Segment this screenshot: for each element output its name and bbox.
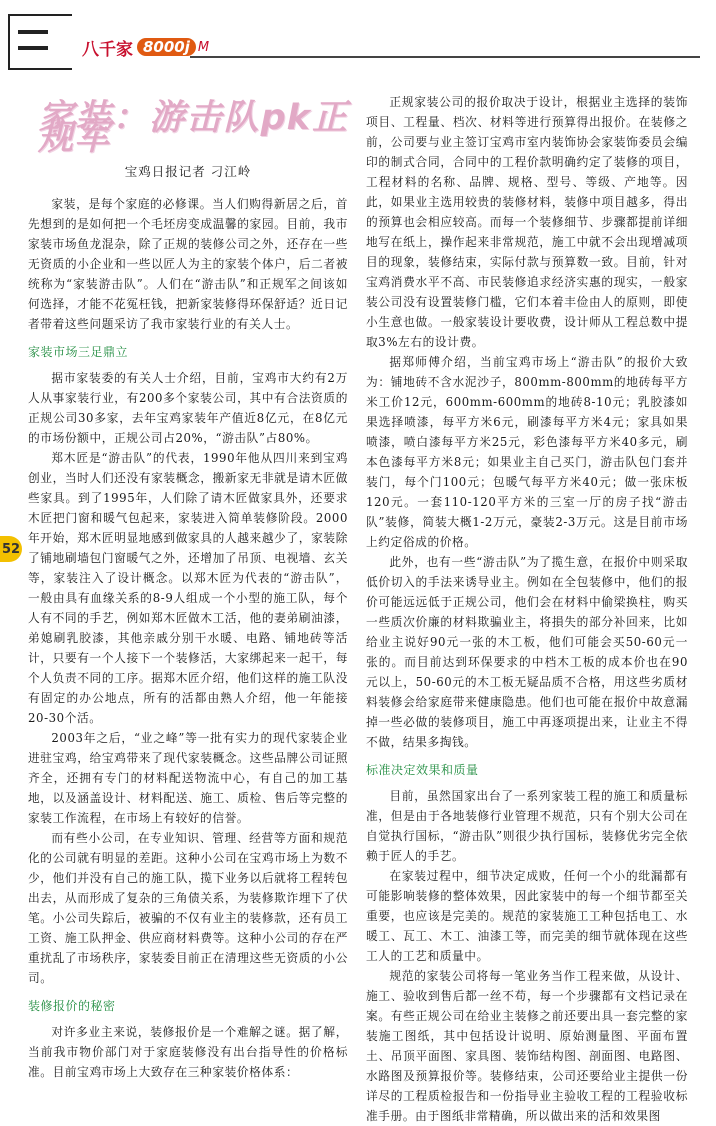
brand-suffix: M xyxy=(197,39,210,55)
intro-paragraph: 家装，是每个家庭的必修课。当人们购得新居之后，首先想到的是如何把一个毛坯房变成温馨的家园。目前，我市家装市场鱼龙混杂，除了正规的装修公司之外，还存在一些无资质的小企业和一些以匠人为主的家装个体户，后二者被统称为“家装游击队”。人们在“游击队”和正规军之间该如何选择，才能不花冤枉钱，把新家装修得环保舒适？近日记者带着这些问题采访了我市家装行业的有关人士。 xyxy=(28,197,348,331)
article-title: 家装：游击队pk正规军 xyxy=(38,98,348,158)
market-paragraph-2: 郑木匠是“游击队”的代表，1990年他从四川来到宝鸡创业，当时人们还没有家装概念，搬新家无非就是请木匠做些家具。到了1995年，人们除了请木匠做家具外，还要求木匠把门窗和暖气包起来，家装进入简单装修阶段。2000年开始，郑木匠明显地感到做家具的人越来越少了，家装除了铺地刷墙包门窗暖气之外，还增加了吊顶、电视墙、玄关等，家装注入了设计概念。以郑木匠为代表的“游击队”，一般由具有血缘关系的8-9人组成一个小型的施工队，每个人有不同的手艺，例如郑木匠做木工活，他的妻弟刷油漆，弟媳刷乳胶漆，其他亲戚分别干水暖、电路、铺地砖等活计，只要有一个人接下一个装修活，大家绑起来一起干，每个人负责不同的工序。据郑木匠介绍，他们这样的施工队没有固定的办公地点，所有的活都由熟人介绍，他一年能接20-30个活。 xyxy=(28,451,348,725)
standards-paragraph-1: 目前，虽然国家出台了一系列家装工程的施工和质量标准，但是由于各地装修行业管理不规范，只有个别大公司在自觉执行国标，“游击队”则很少执行国标，装修优劣完全依赖于匠人的手艺。 xyxy=(366,789,688,863)
brand-english: 8000j xyxy=(137,38,196,56)
pricing-paragraph-2: 正规家装公司的报价取决于设计，根据业主选择的装饰项目、工程量、档次、材料等进行预算得出报价。在装修之前，公司要与业主签订宝鸡市室内装饰协会家装饰委员会编印的制式合同，合同中的工程价款明确约定了装修的项目，工程材料的名称、品牌、规格、型号、等级、产地等。因此，如果业主选用较贵的装修材料，装修中项目越多，得出的预算也会相应较高。而每一个装修细节、步骤都提前详细地写在纸上，操作起来非常规范，施工中就不会出现增减项目的现象，装修结束，实际付款与预算数一致。目前，针对宝鸡消费水平不高、市民装修追求经济实惠的现实，一般家装公司没有设置装修门槛，它们本着丰俭由人的原则，即使小生意也做。一般家装设计要收费，设计师从工程总数中提取3%左右的设计费。 xyxy=(366,95,688,349)
pricing-paragraph-4: 此外，也有一些“游击队”为了揽生意，在报价中则采取低价切入的手法来诱导业主。例如在全包装修中，他们的报价可能远远低于正规公司，他们会在材料中偷梁换柱，购买一些质次价廉的材料欺骗业主，将損失的部分补回来，比如给业主说好90元一张的木工板，他们可能会买50-60元一张的。而目前达到环保要求的中档木工板的成本价也在90元以上，50-60元的木工板无疑品质不合格，用这些劣质材料装修会给家庭带来健康隐患。他们也可能在报价中故意漏掉一些必做的装修项目，施工中再逐项提出来，让业主不得不做，结果多掏钱。 xyxy=(366,555,688,749)
article-byline: 宝鸡日报记者 刁江岭 xyxy=(124,164,252,179)
market-paragraph-1: 据市家装委的有关人士介绍，目前，宝鸡市大约有2万人从事家装行业，有200多个家装公司，其中有合法资质的正规公司30多家，去年宝鸡家装年产值近8亿元，在8亿元的市场份额中，正规公司占20%，“游击队”占80%。 xyxy=(28,371,348,445)
market-paragraph-3: 2003年之后，“业之峰”等一批有实力的现代家装企业进驻宝鸡，给宝鸡带来了现代家装概念。这些品牌公司证照齐全，还拥有专门的材料配送物流中心，有自己的加工基地，以及涵盖设计、材料配送、施工、质检、售后等完整的家装工作流程，在市场上有较好的信誉。 xyxy=(28,731,348,825)
section-heading-market: 家装市场三足鼎立 xyxy=(28,345,129,359)
column-logo-icon xyxy=(8,14,72,70)
standards-paragraph-3: 规范的家装公司将每一笔业务当作工程来做，从设计、施工、验收到售后都一丝不苟，每一个步骤都有文档记录在案。有些正规公司在给业主装修之前还要出具一套完整的家装施工图纸，其中包括设计说明、原始测量图、平面布置土、吊顶平面图、家具图、装饰结构图、剖面图、电路图、水路图及预算报价等。装修结束，公司还要给业主提供一份详尽的工程质检报告和一份指导业主验收工程的工程验收标准手册。由于图纸非常精确，所以做出来的活和效果图 xyxy=(366,969,688,1123)
header-divider xyxy=(190,56,700,58)
page-number-tab: 52 xyxy=(0,536,22,562)
section-heading-pricing: 装修报价的秘密 xyxy=(28,999,116,1013)
pricing-paragraph-3: 据郑师傅介绍，当前宝鸡市场上“游击队”的报价大致为：铺地砖不含水泥沙子，800mm-800mm的地砖每平方米工价12元，600mm-600mm的地砖8-10元；乳胶漆如果选择喷漆，每平方米6元，刷漆每平方米4元；家具如果喷漆，喷白漆每平方米25元，彩色漆每平方米40多元，刷本色漆每平方米8元；如果业主自己买门，游击队包门套并装门，每个门100元；包暖气每平方米40元；做一张床板120元。一套110-120平方米的三室一厅的房子找“游击队”装修，简装大概1-2万元，豪装2-3万元。这是目前市场上约定俗成的价格。 xyxy=(366,355,688,549)
left-column xyxy=(28,100,348,1082)
right-column xyxy=(366,92,688,1126)
section-heading-standards: 标准决定效果和质量 xyxy=(366,763,479,777)
brand-chinese: 八千家 xyxy=(82,39,133,60)
magazine-header xyxy=(0,0,716,70)
pricing-paragraph-1: 对许多业主来说，装修报价是一个难解之谜。据了解，当前我市物价部门对于家庭装修没有出台指导性的价格标准。目前宝鸡市场上大致存在三种家装价格体系： xyxy=(28,1025,348,1079)
magazine-brand xyxy=(82,36,209,58)
standards-paragraph-2: 在家装过程中，细节决定成败，任何一个小的纰漏都有可能影响装修的整体效果，因此家装中的每一个细节都至关重要，也应该是完美的。规范的家装施工工种包括电工、水暖工、瓦工、木工、油漆工等，而完美的细节就体现在这些工人的工艺和质量中。 xyxy=(366,869,688,963)
market-paragraph-4: 而有些小公司，在专业知识、管理、经营等方面和规范化的公司就有明显的差距。这种小公司在宝鸡市场上为数不少，他们并没有自己的施工队，揽下业务以后就将工程转包出去，从而形成了复杂的三角债关系，为装修欺诈埋下了伏笔。小公司失踪后，被骗的不仅有业主的装修款，还有员工工资、施工队押金、供应商材料费等。这种小公司的存在严重扰乱了市场秩序，家装委目前正在清理这些无资质的小公司。 xyxy=(28,831,348,985)
